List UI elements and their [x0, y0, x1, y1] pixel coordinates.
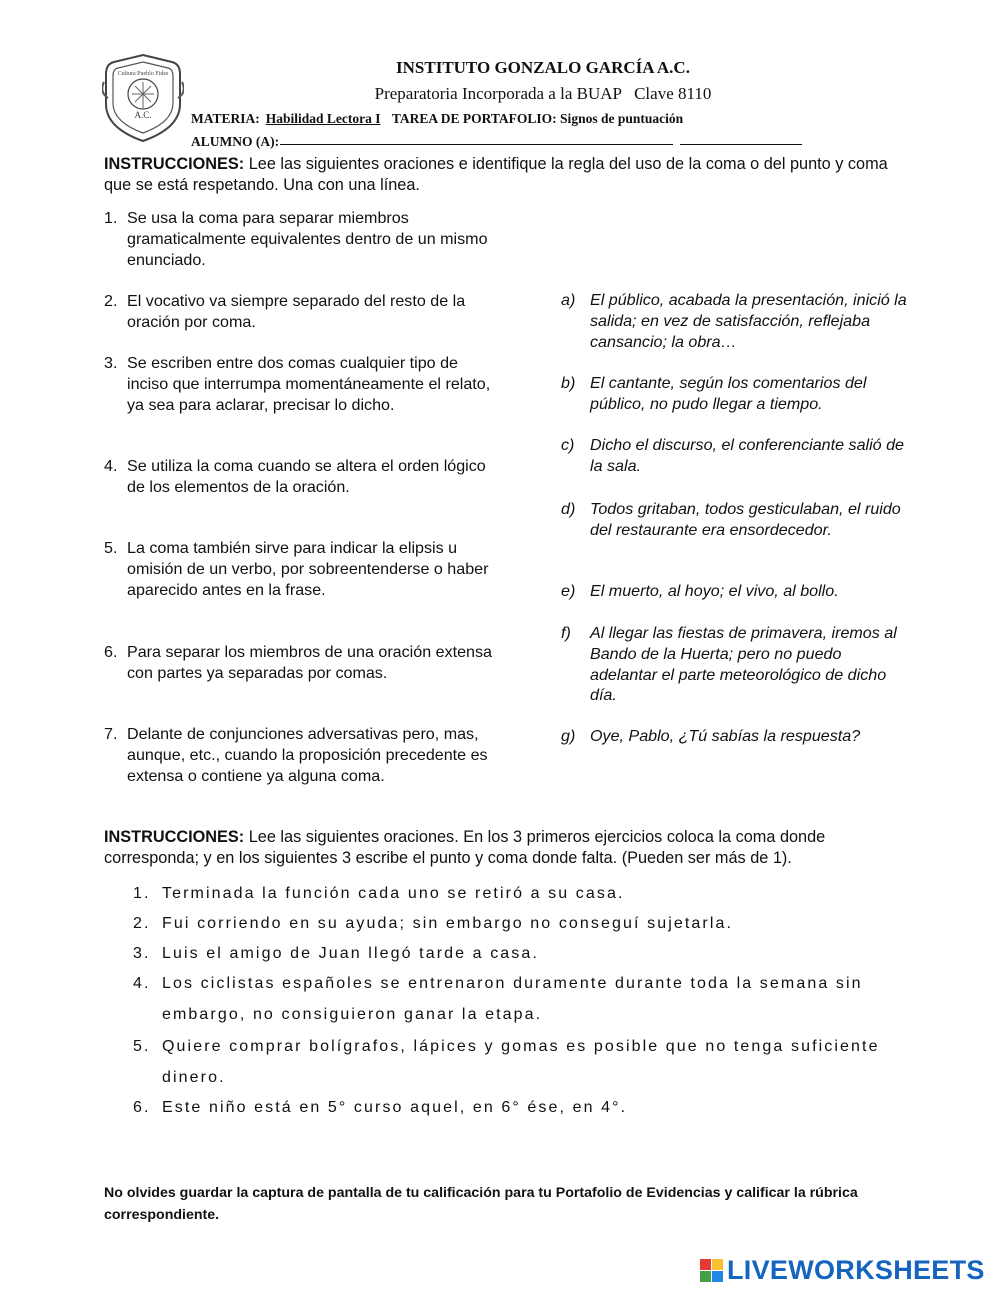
instructions-2: [104, 827, 904, 869]
svg-text:A.C.: A.C.: [134, 110, 152, 120]
student-line: [191, 134, 279, 150]
materia-value: Habilidad Lectora I: [265, 111, 381, 126]
institute-subtitle: Preparatoria Incorporada a la BUAP Clave 8110: [374, 84, 712, 103]
materia-label: MATERIA:: [191, 111, 260, 126]
list-item[interactable]: 6. Para separar los miembros de una oración extensa con partes ya separadas por comas.: [104, 643, 492, 682]
liveworksheets-logo[interactable]: [700, 1255, 985, 1285]
list-item[interactable]: 2. El vocativo va siempre separado del resto de la oración por coma.: [104, 292, 466, 331]
school-seal-logo: [102, 52, 184, 144]
list-item[interactable]: f) Al llegar las fiestas de primavera, iremos al Bando de la Huerta; pero no puedo adelantar el parte meteorológico de dicho día.: [561, 624, 897, 705]
institute-title: INSTITUTO GONZALO GARCÍA A.C.: [396, 58, 690, 77]
list-item[interactable]: 5. Quiere comprar bolígrafos, lápices y gomas es posible que no tenga suficiente dinero.: [133, 1038, 880, 1086]
footer-note: No olvides guardar la captura de pantalla de tu calificación para tu Portafolio de Evidencias y calificar la rúbrica correspondiente.: [104, 1185, 858, 1223]
task-title: TAREA DE PORTAFOLIO: Signos de puntuación: [391, 111, 684, 126]
materia-line: [191, 111, 683, 127]
svg-text:Cultura Pueblo Fides: Cultura Pueblo Fides: [117, 71, 169, 77]
list-item[interactable]: 1. Se usa la coma para separar miembros gramaticalmente equivalentes dentro de un mismo enunciado.: [104, 209, 488, 269]
list-item[interactable]: 3. Se escriben entre dos comas cualquier tipo de inciso que interrumpa momentáneamente el relato, ya sea para aclarar, precisar lo dicho.: [104, 354, 491, 414]
list-item[interactable]: a) El público, acabada la presentación, inició la salida; en vez de satisfacción, reflejaba cansancio; la obra…: [561, 291, 907, 351]
student-name-blank[interactable]: [280, 144, 673, 145]
student-name-blank-2[interactable]: [680, 144, 802, 145]
list-item[interactable]: e) El muerto, al hoyo; el vivo, al bollo.: [561, 582, 839, 600]
list-item[interactable]: g) Oye, Pablo, ¿Tú sabías la respuesta?: [561, 727, 861, 745]
student-label: ALUMNO (A):: [191, 134, 280, 149]
list-item[interactable]: 2. Fui corriendo en su ayuda; sin embargo no conseguí sujetarla.: [133, 915, 734, 932]
list-item[interactable]: 1. Terminada la función cada uno se retiró a su casa.: [133, 885, 625, 902]
instructions-1: [104, 154, 904, 196]
list-item[interactable]: 5. La coma también sirve para indicar la elipsis u omisión de un verbo, por sobreentenderse o haber aparecido antes en la frase.: [104, 539, 489, 599]
list-item[interactable]: 7. Delante de conjunciones adversativas pero, mas, aunque, etc., cuando la proposición precedente es extensa o contiene ya alguna coma.: [104, 725, 488, 785]
list-item[interactable]: 4. Los ciclistas españoles se entrenaron duramente durante toda la semana sin embargo, no consiguieron ganar la etapa.: [133, 975, 863, 1023]
list-item[interactable]: d) Todos gritaban, todos gesticulaban, el ruido del restaurante era ensordecedor.: [561, 500, 901, 539]
instructions-2-label: INSTRUCCIONES:: [104, 828, 245, 846]
list-item[interactable]: b) El cantante, según los comentarios del público, no pudo llegar a tiempo.: [561, 374, 867, 413]
list-item[interactable]: 4. Se utiliza la coma cuando se altera el orden lógico de los elementos de la oración.: [104, 457, 486, 496]
list-item[interactable]: 6. Este niño está en 5° curso aquel, en 6° ése, en 4°.: [133, 1099, 628, 1116]
list-item[interactable]: c) Dicho el discurso, el conferenciante salió de la sala.: [561, 436, 905, 475]
list-item[interactable]: 3. Luis el amigo de Juan llegó tarde a casa.: [133, 945, 539, 962]
liveworksheets-blocks-icon: [700, 1259, 723, 1282]
liveworksheets-wordmark: LIVEWORKSHEETS: [727, 1254, 985, 1285]
instructions-1-text: Lee las siguientes oraciones e identifique la regla del uso de la coma o del punto y coma que se está respetando. Una con una línea.: [104, 155, 888, 194]
instructions-1-label: INSTRUCCIONES:: [104, 155, 245, 173]
instructions-2-text: Lee las siguientes oraciones. En los 3 primeros ejercicios coloca la coma donde corresponda; y en los siguientes 3 escribe el punto y coma donde falta. (Pueden ser más de 1).: [104, 828, 826, 867]
